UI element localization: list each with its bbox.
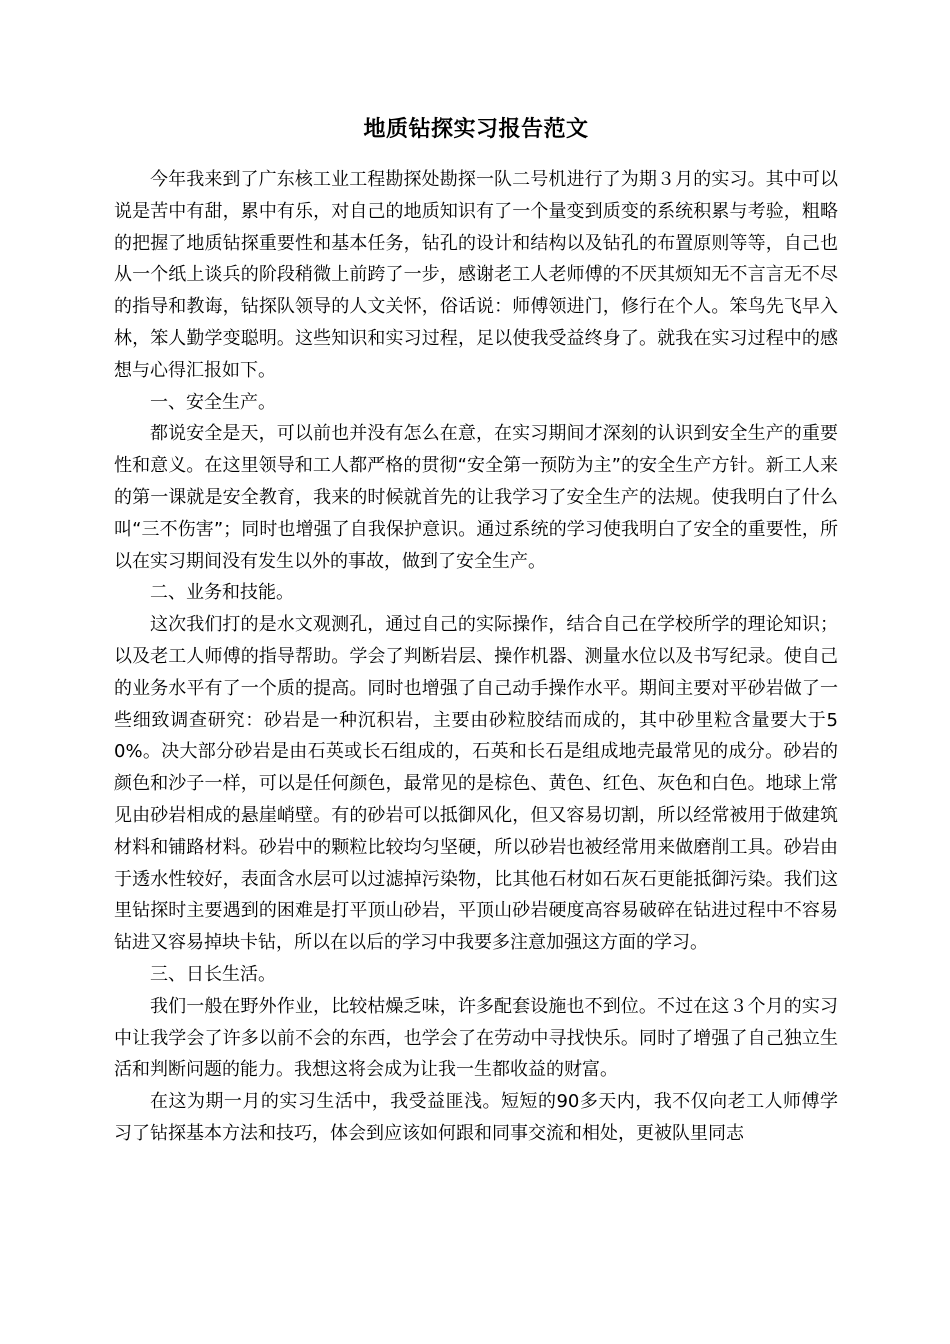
section-heading-skills: 二、业务和技能。 — [150, 582, 294, 604]
intro-paragraph: 今年我来到了广东核工业工程勘探处勘探一队二号机进行了为期３月的实习。其中可以说是苦中有甜，累中有乐，对自己的地质知识有了一个量变到质变的系统积累与考验，粗略的把握了地质钻探重要性和基本任务，钻孔的设计和结构以及钻孔的布置原则等等，自己也从一个纸上谈兵的阶段稍微上前跨了一步，感谢老工人老师傅的不厌其烦知无不言言无不尽的指导和教诲，钻探队领导的人文关怀，俗话说：师傅领进门，修行在个人。笨鸟先飞早入林，笨人勤学变聪明。这些知识和实习过程，足以使我受益终身了。就我在实习过程中的感想与心得汇报如下。 — [114, 169, 838, 381]
section-heading-daily-life: 三、日长生活。 — [150, 963, 276, 985]
closing-paragraph: 在这为期一月的实习生活中，我受益匪浅。短短的90多天内，我不仅向老工人师傅学习了钻探基本方法和技巧，体会到应该如何跟和同事交流和相处，更被队里同志 — [114, 1091, 838, 1144]
document-page — [114, 110, 838, 1150]
section-body-skills: 这次我们打的是水文观测孔，通过自己的实际操作，结合自己在学校所学的理论知识；以及老工人师傅的指导帮助。学会了判断岩层、操作机器、测量水位以及书写纪录。使自己的业务水平有了一个质的提高。同时也增强了自己动手操作水平。期间主要对平砂岩做了一些细致调查研究：砂岩是一种沉积岩，主要由砂粒胶结而成的，其中砂里粒含量要大于50%。决大部分砂岩是由石英或长石组成的，石英和长石是组成地壳最常见的成分。砂岩的颜色和沙子一样，可以是任何颜色，最常见的是棕色、黄色、红色、灰色和白色。地球上常见由砂岩相成的悬崖峭壁。有的砂岩可以抵御风化，但又容易切割，所以经常被用于做建筑材料和铺路材料。砂岩中的颗粒比较均匀坚硬，所以砂岩也被经常用来做磨削工具。砂岩由于透水性较好，表面含水层可以过滤掉污染物，比其他石材如石灰石更能抵御污染。我们这里钻探时主要遇到的困难是打平顶山砂岩，平顶山砂岩硬度高容易破碎在钻进过程中不容易钻进又容易掉块卡钻，所以在以后的学习中我要多注意加强这方面的学习。 — [114, 614, 838, 954]
document-title: 地质钻探实习报告范文 — [363, 117, 589, 142]
section-heading-safety: 一、安全生产。 — [150, 391, 276, 413]
section-body-safety: 都说安全是天，可以前也并没有怎么在意，在实习期间才深刻的认识到安全生产的重要性和意义。在这里领导和工人都严格的贯彻“安全第一预防为主”的安全生产方针。新工人来的第一课就是安全教育，我来的时候就首先的让我学习了安全生产的法规。使我明白了什么叫“三不伤害”；同时也增强了自我保护意识。通过系统的学习使我明白了安全的重要性，所以在实习期间没有发生以外的事故，做到了安全生产。 — [114, 423, 838, 572]
section-body-daily-life: 我们一般在野外作业，比较枯燥乏味，许多配套设施也不到位。不过在这３个月的实习中让我学会了许多以前不会的东西，也学会了在劳动中寻找快乐。同时了增强了自己独立生活和判断问题的能力。我想这将会成为让我一生都收益的财富。 — [114, 995, 838, 1081]
